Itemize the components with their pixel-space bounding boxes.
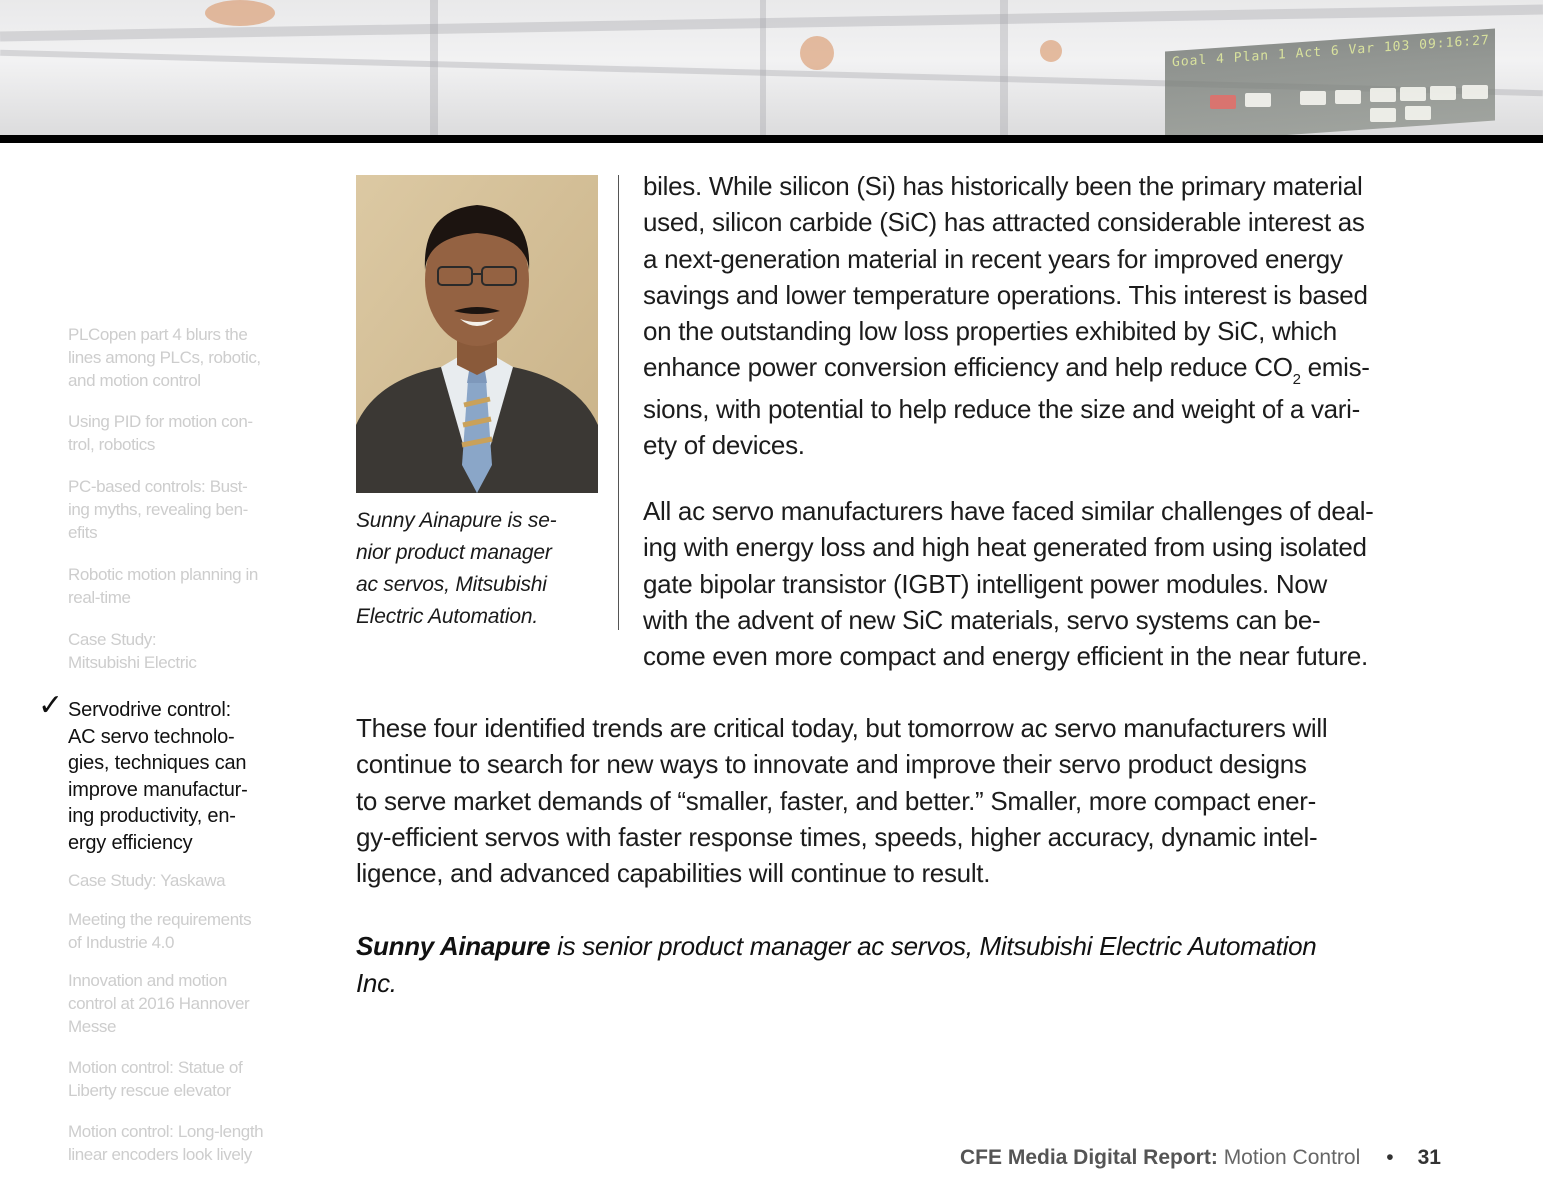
toc-item-robotic-planning[interactable]: Robotic motion planning in real-time	[68, 565, 258, 607]
toc-item-hannover[interactable]: Innovation and motion control at 2016 Hannover Messe	[68, 971, 250, 1036]
author-photo	[356, 175, 598, 493]
column-divider	[618, 175, 619, 630]
toc-item-encoders[interactable]: Motion control: Long-length linear encoders look lively	[68, 1122, 264, 1164]
publication-name: CFE Media Digital Report:	[960, 1146, 1218, 1169]
toc-item-statue-liberty[interactable]: Motion control: Statue of Liberty rescue elevator	[68, 1058, 243, 1100]
toc-item-plcopen[interactable]: PLCopen part 4 blurs the lines among PLCs, robotic, and motion control	[68, 325, 261, 390]
scoreboard-text: Goal 4 Plan 1 Act 6 Var 103 09:16:27	[1172, 32, 1490, 71]
header-banner	[0, 0, 1543, 135]
toc-item-industrie40[interactable]: Meeting the requirements of Industrie 4.0	[68, 910, 252, 952]
author-bio-text: is senior product manager ac servos, Mitsubishi Electric Automation Inc.	[356, 931, 1317, 998]
author-bio	[356, 928, 1476, 1001]
page-number: 31	[1417, 1146, 1441, 1169]
toc-item-yaskawa-case[interactable]: Case Study: Yaskawa	[68, 871, 226, 890]
photo-caption: Sunny Ainapure is se- nior product manager ac servos, Mitsubishi Electric Automation.	[356, 509, 557, 628]
toc-item-mitsubishi-case[interactable]: Case Study: Mitsubishi Electric	[68, 630, 197, 672]
header-rule	[0, 135, 1543, 143]
toc-item-pc-based[interactable]: PC-based controls: Bust- ing myths, revealing ben- efits	[68, 477, 248, 542]
paragraph-igbt: All ac servo manufacturers have faced similar challenges of deal- ing with energy loss and high heat generated from using isolated gate bipolar transistor (IGBT) intelligent power modules. Now with the advent of new SiC materials, servo systems can be- come even more compact and energy efficient in the near future.	[643, 496, 1374, 672]
paragraph-text: emis- sions, with potential to help reduce the size and weight of a vari- ety of devices.	[643, 352, 1370, 461]
subscript: 2	[1292, 371, 1301, 389]
paragraph-text: biles. While silicon (Si) has historically been the primary material used, silicon carbide (SiC) has attracted considerable interest as a next-generation material in recent years for improved energy savings and lower temperature operations. This interest is based on the outstanding low loss properties exhibited by SiC, which enhance power conversion efficiency and help reduce CO	[643, 171, 1368, 383]
paragraph-trends: These four identified trends are critical today, but tomorrow ac servo manufacturers will continue to search for new ways to innovate and improve their servo product designs to serve market demands of “smaller, faster, and better.” Smaller, more compact ener- gy-efficient servos with faster response times, speeds, higher accuracy, dynamic intel- ligence, and advanced capabilities will continue to result.	[356, 713, 1328, 889]
paragraph-silicon-carbide	[643, 168, 1523, 463]
page-footer	[960, 1146, 1441, 1170]
toc-item-pid[interactable]: Using PID for motion con- trol, robotics	[68, 412, 253, 454]
checkmark-icon: ✓	[38, 688, 64, 723]
toc-item-servodrive-active[interactable]: Servodrive control: AC servo technolo- gies, techniques can improve manufactur- ing productivity, en- ergy efficiency	[68, 699, 248, 854]
author-name: Sunny Ainapure	[356, 931, 551, 961]
section-name: Motion Control	[1217, 1146, 1361, 1169]
portrait-illustration	[356, 175, 598, 493]
footer-bullet: •	[1386, 1146, 1394, 1169]
